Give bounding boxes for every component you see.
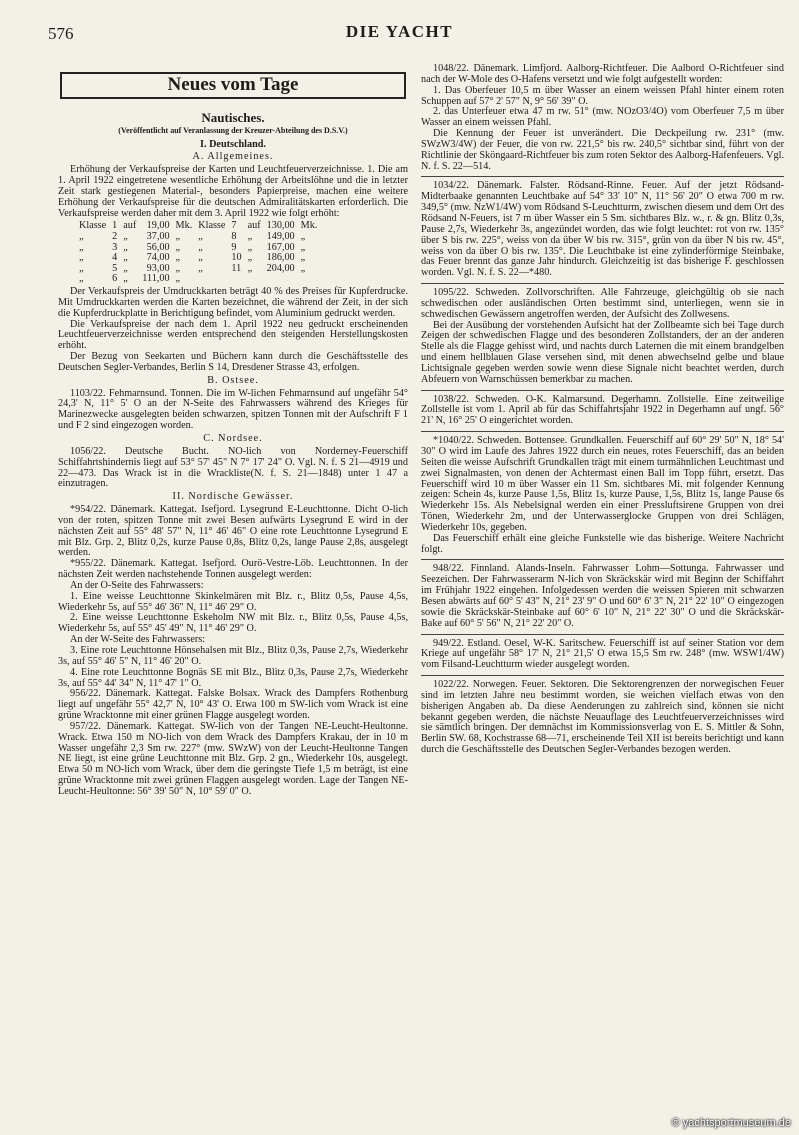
price-cell: 130,00: [266, 220, 295, 232]
price-cell: 11: [231, 262, 242, 274]
heading-nordsee: C. Nordsee.: [203, 432, 263, 444]
divider: [421, 176, 784, 177]
price-cell: 2: [112, 231, 118, 243]
price-cell: „: [247, 252, 253, 264]
price-cell: „: [198, 241, 203, 253]
heading-allgemeines: A. Allgemeines.: [192, 151, 274, 163]
price-cell: „: [300, 262, 306, 274]
paragraph: 1038/22. Schweden. O-K. Kalmarsund. Degerhamn. Zollstelle. Eine zeitweilige Zollstelle ist vom 1. April ab für das Schiffahrtsjahr 1922 in Degerhamn auf ungf. 56° 21' N, 16° 25' O eingerichtet worden.: [421, 393, 784, 427]
price-row: [76, 274, 320, 285]
paragraph: *955/22. Dänemark. Kattegat. Isefjord. Ourö-Vestre-Löb. Leuchttonnen. In der nächsten Zeit werden nachstehende Tonnen ausgelegt werden:: [58, 558, 408, 581]
section-title: Nautisches.: [201, 109, 265, 125]
price-cell: „: [198, 262, 203, 274]
paragraph: An der O-Seite des Fahrwassers:: [70, 579, 204, 591]
paragraph: 4. Eine rote Leuchttonne Bognäs SE mit Blz., Blitz 0,3s, Pause 2,7s, Wiederkehr 3s, auf 55° 44' 34" N, 11° 47' 1" O.: [58, 666, 408, 689]
paragraph: Die Verkaufspreise der nach dem 1. April 1922 neu gedruckt erscheinenden Leuchtfeuerverzeichnisse werden entsprechend den steigenden Herstellungskosten erhöht.: [58, 318, 408, 352]
divider: [421, 283, 784, 284]
paragraph: 957/22. Dänemark. Kattegat. SW-lich von der Tangen NE-Leucht-Heultonne. Wrack. Etwa 150 m NO-lich von dem Wrack des Dampfers Krakau, der in 10 m Wasser ungefähr 2,3 Sm rw. 227° (mw. SWzW) von der Leucht-Heultonne Tangen NE liegt, ist eine grüne Leuchttonne mit Blz. Grp. 2 gn., Wiederkehr 10s, ausgelegt. Etwa 50 m NO-lich vom Wrack, über dem die geringste Tiefe 1,5 m beträgt, ist eine grüne Wracktonne mit zwei grünen Flaggen ausgelegt worden. Lage der Tangen NE-Leucht-Heultonne: 56° 39' 50" N, 10° 59' 0" O.: [58, 720, 408, 797]
running-title: DIE YACHT: [345, 22, 454, 41]
paragraph: 1056/22. Deutsche Bucht. NO-lich von Norderney-Feuerschiff Schiffahrtshindernis liegt auf 53° 57' 45" N 7° 17' 24" O. Vgl. N. f. S 21—4919 und 22—473. Das Wrack ist in die Wrackliste(N. f. S. 21—1848) unter 1 47 a einzutragen.: [58, 445, 408, 490]
price-cell: „: [175, 231, 181, 243]
price-cell: „: [300, 231, 306, 243]
paragraph: 3. Eine rote Leuchttonne Hönsehalsen mit Blz., Blitz 0,3s, Pause 2,7s, Wiederkehr 3s, auf 55° 46' 5" N, 11° 46' 20" O.: [58, 645, 408, 667]
price-cell: „: [79, 252, 84, 264]
price-cell: „: [175, 273, 181, 285]
price-cell: Klasse: [79, 220, 107, 232]
paragraph: 1. Eine weisse Leuchttonne Skinkelmären mit Blz. r., Blitz 0,5s, Pause 4,5s, Wiederkehr 5s, auf 55° 46' 36" N, 11° 46' 29" O.: [58, 590, 408, 613]
paragraph: An der W-Seite des Fahrwassers:: [70, 634, 206, 646]
paragraph: 1048/22. Dänemark. Limfjord. Aalborg-Richtfeuer. Die Aalbord O-Richtfeuer sind nach der W-Mole des O-Hafens versetzt und wie folgt aufgestellt worden:: [421, 63, 784, 85]
price-cell: Klasse: [198, 220, 226, 232]
price-cell: „: [79, 231, 84, 243]
price-cell: 186,00: [266, 252, 295, 264]
price-cell: 111,00: [142, 273, 170, 285]
watermark-credit: © yachtsportmuseum.de: [671, 1117, 791, 1129]
price-cell: 8: [231, 231, 237, 243]
divider: [421, 431, 784, 432]
price-cell: 7: [231, 220, 237, 232]
price-cell: [195, 274, 228, 285]
page-number: 576: [48, 24, 74, 43]
divider: [421, 634, 784, 635]
heading-deutschland: I. Deutschland.: [200, 138, 266, 150]
price-cell: [228, 274, 244, 285]
price-cell: Mk.: [300, 220, 318, 232]
paragraph: 948/22. Finnland. Alands-Inseln. Fahrwasser Lohm—Sottunga. Fahrwasser und Seezeichen. Der Fahrwasserarm N-lich von Skräckskär wird mit Beginn der Schiffahrt im Frühjahr 1922 eingehen. Infolgedessen werden die weissen Spieren mit schwarzen Besen abwärts auf 60° 5' 43" N, 21° 23' 9" O und 60° 6' 3" N, 21° 22' 10" O eingezogen sowie die Skräckskär-Steinbake auf 60° 6' 10" N, 21° 22' 30" O und die Skräckskär-Bake auf 60° 5' 56" N, 21° 22' 20" O.: [421, 563, 784, 629]
price-cell: „: [300, 241, 306, 253]
price-cell: 167,00: [266, 241, 295, 253]
heading-nordische: II. Nordische Gewässer.: [172, 491, 294, 503]
price-cell: auf: [123, 220, 137, 232]
price-cell: „: [123, 241, 128, 253]
paragraph: Bei der Ausübung der vorstehenden Aufsicht hat der Zollbeamte sich bei Tage durch Zeigen der schwedischen Flagge und des besonderen Zollstanders, der an der anderen Stelle als die Flagge gehisst wird, und nachts durch Laternen die mit einem brandgelben und einem hellblauen Glase versehen sind, mit denen abwechselnd gelbe und blaue Lichtsignale gegeben werden sowie wenn diese Signale nicht beachtet werden, durch Abfeuern von Warnschüssen bemerkbar zu machen.: [421, 319, 784, 385]
price-cell: 10: [231, 252, 242, 264]
price-cell: Mk.: [175, 220, 193, 232]
paragraph: Die Kennung der Feuer ist unverändert. Die Deckpeilung rw. 231° (mw. SWzW3/4W) der Feuer, die von rw. 221,5° bis rw. 240,5° sichtbar sind, führt von der Richtlinie der Sköngaard-Richtfeuer bis zum roten Sektor des Aalborg-Hafenfeuers. Vgl. N. f. S. 22—514.: [421, 128, 784, 172]
price-cell: 204,00: [266, 262, 295, 274]
paragraph: 1095/22. Schweden. Zollvorschriften. Alle Fahrzeuge, gleichgültig ob sie nach schwedischen oder ausländischen Orten bestimmt sind, unterliegen, wenn sie in schwedischen Gewässern angetroffen werden, der Aufsicht des Zollwesens.: [421, 287, 784, 320]
heading-ostsee: B. Ostsee.: [207, 374, 259, 386]
price-cell: 93,00: [146, 262, 170, 274]
price-cell: „: [79, 262, 84, 274]
price-cell: 149,00: [266, 231, 295, 243]
price-cell: „: [79, 273, 84, 285]
price-cell: 9: [231, 241, 237, 253]
price-cell: 56,00: [146, 241, 170, 253]
price-cell: [298, 274, 321, 285]
paragraph: 1022/22. Norwegen. Feuer. Sektoren. Die Sektorengrenzen der norwegischen Feuer sind im letzten Jahre neu bestimmt worden, sie weichen vielfach etwas von den bisherigen Angaben ab. Da diese Aenderungen zu zahlreich sind, können sie nicht bekannt gegeben werden, die nächste Neuauflage des Leuchtfeuerverzeichnisses wird sie sämtlich bringen. Der demnächst im Kommissionsverlag von E. S. Mittler & Sohn, Berlin SW. 68, Kochstrasse 68—71, erscheinende Teil XII ist bereits berichtigt und kann durch die Geschäftsstelle des Deutschen Segler-Verbandes bezogen werden.: [421, 679, 784, 756]
price-cell: 3: [112, 241, 118, 253]
paragraph: 956/22. Dänemark. Kattegat. Falske Bolsax. Wrack des Dampfers Rothenburg liegt auf ungefähr 55° 42,7' N, 10° 43' O. Etwa 100 m SW-lich vom Wrack ist eine grüne Wracktonne mit einer grünen Flagge ausgelegt worden.: [58, 688, 408, 722]
paragraph: Der Verkaufspreis der Umdruckkarten beträgt 40 % des Preises für Kupferdrucke. Mit Umdruckkarten werden die Karten bezeichnet, die während der Zeit, in der sich die Kupferdruckplatte in Berichtigung befindet, vom Aluminium gedruckt werden.: [58, 286, 408, 319]
paragraph: *1040/22. Schweden. Bottensee. Grundkallen. Feuerschiff auf 60° 29' 50" N, 18° 54' 30" O wird im Laufe des Jahres 1922 durch ein neues, rotes Feuerschiff, das an beiden Seiten die weisse Aufschrift Grundkallen trägt mit einem turmähnlichen Leuchtmast und zwei Signalmasten, von denen der Achtermast einen Ball im Topp führt, ersetzt. Das Feuerschiff wird 10 m über Wasser ein 11 Sm. sichtbares Mi. mit folgender Kennung zeigen: Schein 4s, kurze Pause 1,5s, Blitz 1s, kurze Pause, 1,5s, Blitz 1s, lange Pause 6s Wiederkehr 15s. Als Nebelsignal werden ein einer Pressluftsirene Gruppen von drei Tönen, Wiederkehr 2m, und der Unterwasserglocke Gruppen von drei Schlägen, Wiederkehr 10s, gegeben.: [421, 435, 784, 533]
price-cell: „: [247, 262, 253, 274]
divider: [421, 559, 784, 560]
price-cell: „: [123, 273, 128, 285]
right-column: [421, 64, 784, 756]
price-cell: „: [175, 262, 181, 274]
price-cell: auf: [247, 220, 261, 232]
price-cell: 37,00: [146, 231, 170, 243]
paragraph: 949/22. Estland. Oesel, W-K. Saritschew. Feuerschiff ist auf seiner Station vor dem Kriege auf ungefähr 58° 17' N, 21° 21,5' O etwa 15,5 Sm rw. 248° (mw. WSW1/4W) vom Filsand-Leuchtturm wieder ausgelegt worden.: [421, 637, 784, 671]
paragraph: Das Feuerschiff erhält eine gleiche Funkstelle wie das bisherige. Weitere Nachricht folgt.: [421, 532, 784, 555]
paragraph: Erhöhung der Verkaufspreise der Karten und Leuchtfeuerverzeichnisse. 1. Die am 1. April 1922 eingetretene wesentliche Erhöhung der Arbeitslöhne und die in letzter Zeit stark gestiegenen Material-, besonders Papierpreise, machen eine weitere Erhöhung der Verkaufspreise für die deutschen Admiralitätskarten erforderlich. Die Verkaufspreise werden daher mit dem 3. April 1922 wie folgt erhöht:: [58, 164, 408, 219]
price-cell: „: [79, 241, 84, 253]
price-cell: „: [198, 231, 203, 243]
paragraph: *954/22. Dänemark. Kattegat. Isefjord. Lysegrund E-Leuchttonne. Dicht O-lich von der roten, spitzen Tonne mit zwei Besen aufwärts Lysegrund E wird in der nächsten Zeit auf 55° 48' 57" N, 11° 46' 46" O eine rote Leuchttonne Lysegrund E mit Blz. Grp. 2, Blitz 0,2s, kurze Pause 0,8s, Blitz 0,2s, lange Pause 2,8s, ausgelegt werden.: [58, 504, 408, 559]
paragraph: Der Bezug von Seekarten und Büchern kann durch die Geschäftsstelle des Deutschen Segler-Verbandes, Berlin S 14, Dresdener Strasse 43, erfolgen.: [58, 351, 408, 373]
price-cell: „: [300, 252, 306, 264]
section-note: (Veröffentlicht auf Veranlassung der Kreuzer-Abteilung des D.S.V.): [118, 125, 348, 135]
price-cell: [264, 274, 298, 285]
divider: [421, 675, 784, 676]
paragraph: 2. das Unterfeuer etwa 47 m rw. 51° (mw. NOzO3/4O) vom Oberfeuer 7,5 m über Wasser an einem weissen Pfahl.: [421, 106, 784, 129]
price-cell: „: [175, 241, 181, 253]
paragraph: 2. Eine weisse Leuchttonne Eskeholm NW mit Blz. r., Blitz 0,5s, Pause 4,5s, Wiederkehr 5s, auf 55° 45' 49" N, 11° 46' 29" O.: [58, 612, 408, 635]
left-column: [58, 60, 408, 798]
price-table: [76, 221, 320, 285]
price-cell: 4: [112, 252, 118, 264]
price-cell: 19,00: [146, 220, 170, 232]
price-cell: „: [123, 231, 128, 243]
price-cell: [245, 274, 264, 285]
price-cell: 5: [112, 262, 118, 274]
price-cell: „: [123, 252, 128, 264]
price-cell: „: [175, 252, 181, 264]
paragraph: 1034/22. Dänemark. Falster. Rödsand-Rinne. Feuer. Auf der jetzt Rödsand-Midterbaake genannten Leuchtbake auf 54° 33' 10" N, 11° 56' 20" O etwa 700 m rw. 349,5° (mw. NzW1/4W) vom Rödsand S-Leuchtturm, zwischen diesem und dem Ort des Rödsand N-Feuers, ist 7 m über Wasser ein 5 Sm. sichtbares Blz. w., r. & gn. Blitz 0,3s, Pause 2,7s, Wiederkehr 3s, angezündet worden, das wie folgt leuchtet: rot von rw. 135° über S bis rw. 225°, weiss von da über W bis rw. 315°, grün von da über N bis rw. 45°, weiss von da über O bis rw. 135°. Die Leuchtbake ist eine zylinderförmige Steinbake, das Feuer brennt das ganze Jahr hindurch. Gleichzeitig ist das bisherige F. geschlossen worden. Vgl. N. f. S. 22—*480.: [421, 180, 784, 279]
price-cell: „: [123, 262, 128, 274]
paragraph: 1103/22. Fehmarnsund. Tonnen. Die im W-lichen Fehmarnsund auf ungefähr 54° 24,3' N, 11° 5' O an der N-Seite des Fahrwassers während des Krieges für Marinezwecke ausgelegten beiden schwarzen, spitzen Tonnen mit der Aufschrift F 1 und F 2 sind eingezogen worden.: [58, 387, 408, 432]
price-cell: „: [247, 241, 253, 253]
price-cell: „: [247, 231, 253, 243]
price-cell: „: [198, 252, 203, 264]
price-cell: 1: [112, 220, 118, 232]
divider: [421, 390, 784, 391]
price-cell: 6: [112, 273, 118, 285]
box-title: [60, 72, 406, 99]
box-title-text: Neues vom Tage: [167, 74, 299, 95]
price-cell: 74,00: [146, 252, 170, 264]
paragraph: 1. Das Oberfeuer 10,5 m über Wasser an einem weissen Pfahl hinter einem roten Schuppen auf 57° 2' 57" N, 9° 56' 39" O.: [421, 84, 784, 107]
